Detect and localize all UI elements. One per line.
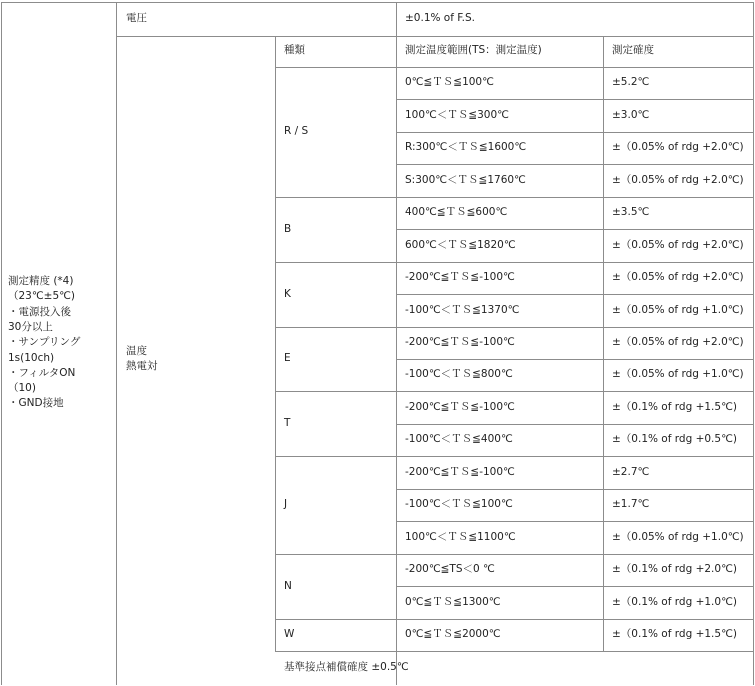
condition-line: ・GND接地 <box>8 397 64 410</box>
row-divider <box>396 586 753 587</box>
table-border-right <box>753 2 754 685</box>
accuracy-cell: ±5.2℃ <box>612 76 650 88</box>
footer-divider <box>275 651 753 652</box>
accuracy-cell: ±（0.05% of rdg +1.0℃) <box>612 304 744 316</box>
voltage-label: 電圧 <box>126 12 147 24</box>
range-cell: -100℃＜ＴＳ≦100℃ <box>405 498 513 510</box>
column-divider <box>396 2 397 36</box>
voltage-value: ±0.1% of F.S. <box>405 12 475 24</box>
type-label: R / S <box>284 125 309 137</box>
category-line: 熱電対 <box>126 360 158 372</box>
header-accuracy: 測定確度 <box>612 44 654 56</box>
row-divider <box>396 164 753 165</box>
range-cell: 100℃＜ＴＳ≦1100℃ <box>405 531 516 543</box>
row-divider <box>396 229 753 230</box>
condition-line: （23℃±5℃) <box>8 290 76 303</box>
table-border-top <box>1 2 753 3</box>
range-cell: 400℃≦ＴＳ≦600℃ <box>405 206 508 218</box>
range-cell: -200℃≦TS＜0 ℃ <box>405 563 495 575</box>
range-cell: -100℃＜ＴＳ≦400℃ <box>405 433 513 445</box>
range-cell: -100℃＜ＴＳ≦800℃ <box>405 368 513 380</box>
condition-line: 30分以上 <box>8 320 53 333</box>
accuracy-cell: ±（0.05% of rdg +2.0℃) <box>612 239 744 251</box>
group-divider <box>275 456 753 457</box>
column-divider <box>116 2 117 685</box>
category-line: 温度 <box>126 345 147 357</box>
type-label: E <box>284 352 291 364</box>
condition-line: （10) <box>8 382 36 395</box>
range-cell: R:300℃＜ＴＳ≦1600℃ <box>405 141 527 153</box>
row-divider <box>396 521 753 522</box>
row-divider <box>396 359 753 360</box>
type-label: B <box>284 223 292 235</box>
range-cell: -200℃≦ＴＳ≦-100℃ <box>405 336 515 348</box>
table-border-left <box>1 2 2 685</box>
row-divider <box>396 294 753 295</box>
range-cell: -200℃≦ＴＳ≦-100℃ <box>405 401 515 413</box>
range-cell: -100℃＜ＴＳ≦1370℃ <box>405 304 520 316</box>
accuracy-cell: ±（0.1% of rdg +2.0℃) <box>612 563 737 575</box>
row-divider <box>116 36 753 37</box>
accuracy-cell: ±（0.1% of rdg +1.0℃) <box>612 596 737 608</box>
accuracy-cell: ±（0.05% of rdg +1.0℃) <box>612 531 744 543</box>
range-cell: 600℃＜ＴＳ≦1820℃ <box>405 239 516 251</box>
column-divider <box>275 36 276 651</box>
range-cell: 100℃＜ＴＳ≦300℃ <box>405 109 509 121</box>
condition-line: 測定精度 (*4) <box>8 275 74 287</box>
type-label: T <box>284 417 291 429</box>
group-divider <box>275 391 753 392</box>
column-divider <box>603 36 604 651</box>
accuracy-cell: ±（0.05% of rdg +2.0℃) <box>612 336 744 348</box>
group-divider <box>275 619 753 620</box>
condition-line: ・フィルタON <box>8 366 76 379</box>
range-cell: 0℃≦ＴＳ≦2000℃ <box>405 628 501 640</box>
range-cell: S:300℃＜ＴＳ≦1760℃ <box>405 174 526 186</box>
header-range: 測定温度範囲(TS：測定温度) <box>405 44 542 56</box>
accuracy-cell: ±（0.05% of rdg +2.0℃) <box>612 271 744 283</box>
condition-line: ・電源投入後 <box>8 305 71 318</box>
row-divider <box>396 99 753 100</box>
type-label: W <box>284 628 295 640</box>
group-divider <box>275 197 753 198</box>
column-divider <box>396 36 397 685</box>
range-cell: 0℃≦ＴＳ≦100℃ <box>405 76 494 88</box>
row-divider <box>396 424 753 425</box>
range-cell: -200℃≦ＴＳ≦-100℃ <box>405 271 515 283</box>
range-cell: -200℃≦ＴＳ≦-100℃ <box>405 466 515 478</box>
condition-line: ・サンプリング <box>8 336 81 349</box>
type-label: J <box>284 498 288 510</box>
accuracy-cell: ±（0.05% of rdg +2.0℃) <box>612 141 744 153</box>
header-divider <box>275 67 753 68</box>
accuracy-cell: ±3.5℃ <box>612 206 650 218</box>
condition-line: 1s(10ch) <box>8 351 55 364</box>
type-label: N <box>284 580 292 592</box>
accuracy-cell: ±（0.1% of rdg +1.5℃) <box>612 628 737 640</box>
group-divider <box>275 262 753 263</box>
group-divider <box>275 327 753 328</box>
accuracy-cell: ±1.7℃ <box>612 498 650 510</box>
header-type: 種類 <box>284 44 305 56</box>
type-label: K <box>284 288 291 300</box>
accuracy-cell: ±（0.05% of rdg +2.0℃) <box>612 174 744 186</box>
accuracy-cell: ±（0.1% of rdg +0.5℃) <box>612 433 737 445</box>
accuracy-cell: ±（0.1% of rdg +1.5℃) <box>612 401 737 413</box>
row-divider <box>396 132 753 133</box>
range-cell: 0℃≦ＴＳ≦1300℃ <box>405 596 501 608</box>
group-divider <box>275 554 753 555</box>
accuracy-cell: ±3.0℃ <box>612 109 650 121</box>
cjc-accuracy-note: 基準接点補償確度 ±0.5℃ <box>284 661 409 673</box>
accuracy-cell: ±2.7℃ <box>612 466 650 478</box>
accuracy-cell: ±（0.05% of rdg +1.0℃) <box>612 368 744 380</box>
row-divider <box>396 489 753 490</box>
